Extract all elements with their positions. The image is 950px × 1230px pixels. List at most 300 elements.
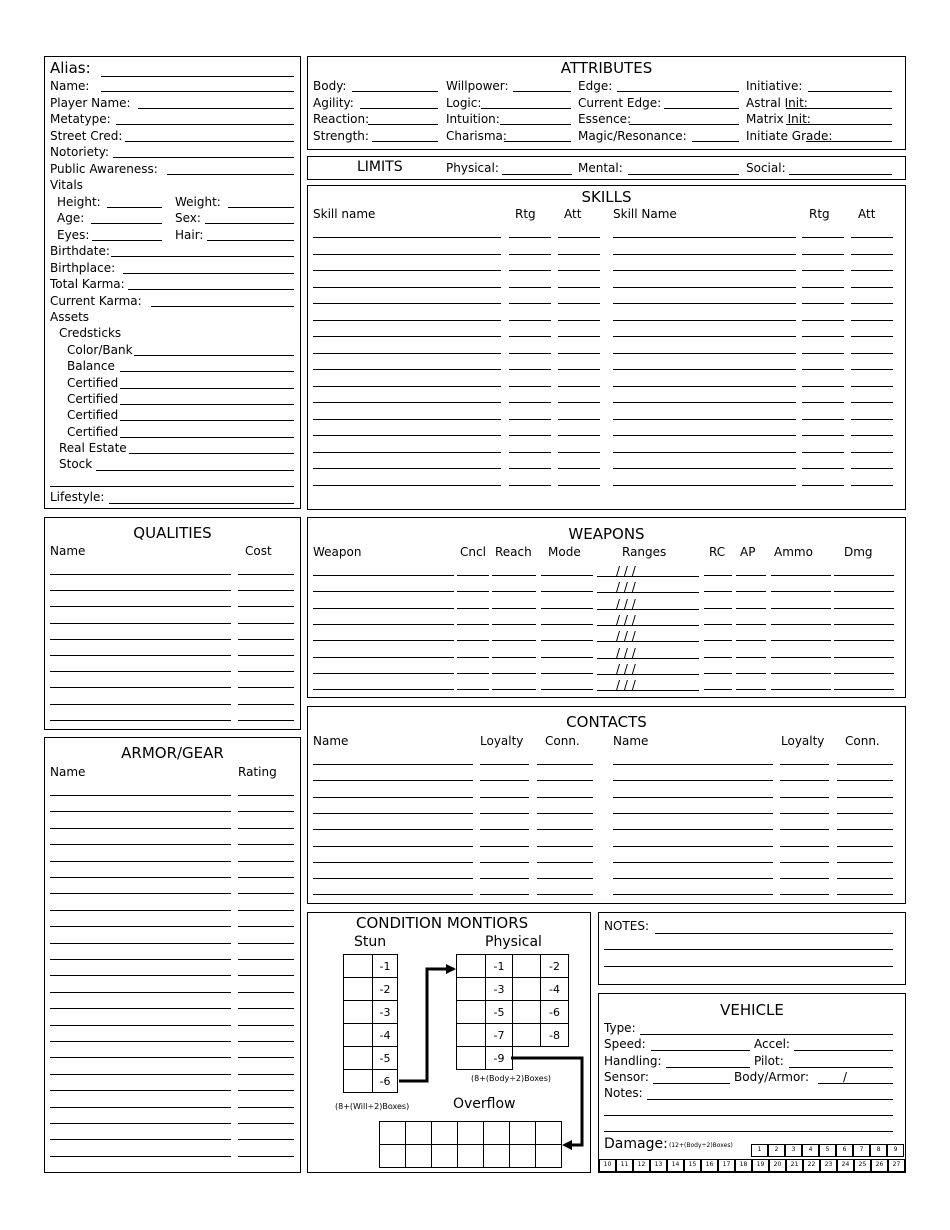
vehicle-notes-field-1[interactable] (647, 1099, 893, 1100)
contact-row-line[interactable] (837, 878, 893, 879)
height-field[interactable] (107, 207, 162, 208)
skill-row-line[interactable] (509, 452, 551, 453)
skill-row-line[interactable] (851, 353, 893, 354)
weapon-row-line[interactable] (541, 608, 593, 609)
skill-row-line[interactable] (802, 237, 844, 238)
skill-row-line[interactable] (558, 254, 600, 255)
skill-row-line[interactable] (509, 237, 551, 238)
armor-rating-line[interactable] (238, 975, 294, 976)
quality-name-line[interactable] (50, 655, 231, 656)
skill-row-line[interactable] (509, 386, 551, 387)
skill-row-line[interactable] (613, 320, 796, 321)
vehicle-damage-box[interactable]: 13 (650, 1159, 667, 1172)
skill-row-line[interactable] (558, 419, 600, 420)
armor-name-line[interactable] (50, 1008, 231, 1009)
weapon-row-line[interactable] (541, 591, 593, 592)
contact-row-line[interactable] (780, 829, 829, 830)
weapon-row-line[interactable] (313, 657, 454, 658)
skill-row-line[interactable] (313, 419, 501, 420)
quality-name-line[interactable] (50, 704, 231, 705)
weapon-row-line[interactable] (541, 575, 593, 576)
skill-row-line[interactable] (313, 303, 501, 304)
armor-rating-line[interactable] (238, 1074, 294, 1075)
weapon-row-line[interactable] (457, 640, 489, 641)
contact-row-line[interactable] (313, 813, 473, 814)
skill-row-line[interactable] (613, 270, 796, 271)
skill-row-line[interactable] (613, 419, 796, 420)
weapon-row-line[interactable] (704, 689, 732, 690)
skill-row-line[interactable] (802, 435, 844, 436)
contact-row-line[interactable] (837, 813, 893, 814)
skill-row-line[interactable] (613, 287, 796, 288)
vehicle-damage-box[interactable]: 25 (854, 1159, 871, 1172)
mental-limit-field[interactable] (628, 174, 739, 175)
contact-row-line[interactable] (613, 862, 773, 863)
weapon-row-line[interactable] (736, 624, 766, 625)
weapon-range-line[interactable] (597, 641, 699, 642)
weapon-row-line[interactable] (313, 640, 454, 641)
vehicle-damage-box[interactable]: 5 (819, 1144, 836, 1157)
armor-rating-line[interactable] (238, 795, 294, 796)
attribute-field[interactable] (504, 141, 571, 142)
skill-row-line[interactable] (851, 485, 893, 486)
attribute-field[interactable] (481, 108, 571, 109)
attribute-field[interactable] (360, 108, 438, 109)
armor-rating-line[interactable] (238, 1057, 294, 1058)
weapon-row-line[interactable] (834, 624, 894, 625)
weapon-row-line[interactable] (704, 657, 732, 658)
credstick-field-input[interactable] (120, 388, 294, 389)
armor-rating-line[interactable] (238, 1090, 294, 1091)
weapon-row-line[interactable] (492, 689, 536, 690)
vehicle-damage-box[interactable]: 1 (751, 1144, 768, 1157)
contact-row-line[interactable] (613, 780, 773, 781)
armor-name-line[interactable] (50, 910, 231, 911)
attribute-field[interactable] (808, 91, 892, 92)
skill-row-line[interactable] (851, 287, 893, 288)
weapon-row-line[interactable] (492, 575, 536, 576)
armor-rating-line[interactable] (238, 959, 294, 960)
weapon-row-line[interactable] (771, 640, 831, 641)
credstick-field-input[interactable] (134, 355, 294, 356)
skill-row-line[interactable] (851, 435, 893, 436)
armor-rating-line[interactable] (238, 1025, 294, 1026)
weapon-row-line[interactable] (834, 673, 894, 674)
contact-row-line[interactable] (313, 878, 473, 879)
personal-field-input[interactable] (125, 141, 294, 142)
skill-row-line[interactable] (802, 386, 844, 387)
armor-name-line[interactable] (50, 795, 231, 796)
vehicle-damage-box[interactable]: 4 (802, 1144, 819, 1157)
armor-name-line[interactable] (50, 877, 231, 878)
armor-rating-line[interactable] (238, 828, 294, 829)
quality-cost-line[interactable] (238, 704, 294, 705)
weapon-row-line[interactable] (541, 640, 593, 641)
contact-row-line[interactable] (313, 797, 473, 798)
credstick-field-input[interactable] (120, 420, 294, 421)
vehicle-damage-box[interactable]: 10 (599, 1159, 616, 1172)
weapon-range-line[interactable] (597, 690, 699, 691)
weapon-row-line[interactable] (771, 657, 831, 658)
quality-cost-line[interactable] (238, 720, 294, 721)
skill-row-line[interactable] (313, 270, 501, 271)
hair-field[interactable] (207, 240, 294, 241)
skill-row-line[interactable] (851, 336, 893, 337)
contact-row-line[interactable] (613, 829, 773, 830)
quality-cost-line[interactable] (238, 687, 294, 688)
weapon-row-line[interactable] (313, 673, 454, 674)
pilot-field[interactable] (789, 1067, 893, 1068)
skill-row-line[interactable] (509, 353, 551, 354)
contact-row-line[interactable] (313, 764, 473, 765)
attribute-field[interactable] (368, 124, 438, 125)
weapon-row-line[interactable] (771, 673, 831, 674)
attribute-field[interactable] (692, 141, 739, 142)
weapon-row-line[interactable] (834, 608, 894, 609)
attribute-field[interactable] (786, 124, 892, 125)
skill-row-line[interactable] (558, 303, 600, 304)
contact-row-line[interactable] (780, 780, 829, 781)
contact-row-line[interactable] (613, 764, 773, 765)
skill-row-line[interactable] (851, 386, 893, 387)
contact-row-line[interactable] (480, 846, 529, 847)
armor-rating-line[interactable] (238, 811, 294, 812)
weapon-row-line[interactable] (771, 591, 831, 592)
contact-row-line[interactable] (837, 764, 893, 765)
armor-name-line[interactable] (50, 1025, 231, 1026)
vehicle-damage-box[interactable]: 14 (667, 1159, 684, 1172)
vehicle-damage-box[interactable]: 3 (785, 1144, 802, 1157)
armor-rating-line[interactable] (238, 943, 294, 944)
quality-cost-line[interactable] (238, 590, 294, 591)
skill-row-line[interactable] (851, 237, 893, 238)
weapon-row-line[interactable] (834, 640, 894, 641)
vehicle-damage-box[interactable]: 27 (888, 1159, 905, 1172)
weapon-row-line[interactable] (313, 591, 454, 592)
contact-row-line[interactable] (480, 862, 529, 863)
vehicle-damage-box[interactable]: 12 (633, 1159, 650, 1172)
contact-row-line[interactable] (313, 894, 473, 895)
armor-rating-line[interactable] (238, 1139, 294, 1140)
skill-row-line[interactable] (313, 254, 501, 255)
armor-name-line[interactable] (50, 1074, 231, 1075)
quality-name-line[interactable] (50, 671, 231, 672)
skill-row-line[interactable] (802, 468, 844, 469)
weapon-row-line[interactable] (457, 624, 489, 625)
skill-row-line[interactable] (313, 237, 501, 238)
contact-row-line[interactable] (537, 780, 593, 781)
quality-name-line[interactable] (50, 687, 231, 688)
contact-row-line[interactable] (313, 780, 473, 781)
skill-row-line[interactable] (509, 254, 551, 255)
weapon-row-line[interactable] (771, 575, 831, 576)
skill-row-line[interactable] (802, 287, 844, 288)
personal-field-input[interactable] (138, 108, 294, 109)
skill-row-line[interactable] (509, 287, 551, 288)
vehicle-damage-box[interactable]: 22 (803, 1159, 820, 1172)
stock-field-2[interactable] (50, 486, 294, 487)
weapon-row-line[interactable] (457, 689, 489, 690)
skill-row-line[interactable] (313, 320, 501, 321)
armor-rating-line[interactable] (238, 1156, 294, 1157)
stock-field[interactable] (96, 470, 294, 471)
armor-name-line[interactable] (50, 1090, 231, 1091)
weapon-row-line[interactable] (541, 657, 593, 658)
contact-row-line[interactable] (837, 862, 893, 863)
credstick-field-input[interactable] (120, 404, 294, 405)
weapon-row-line[interactable] (834, 657, 894, 658)
skill-row-line[interactable] (802, 336, 844, 337)
notes-line-1[interactable] (655, 933, 893, 934)
weapon-row-line[interactable] (541, 624, 593, 625)
weapon-row-line[interactable] (457, 673, 489, 674)
real-estate-field[interactable] (129, 453, 294, 454)
weapon-row-line[interactable] (704, 591, 732, 592)
weapon-row-line[interactable] (541, 673, 593, 674)
skill-row-line[interactable] (558, 452, 600, 453)
skill-row-line[interactable] (613, 353, 796, 354)
skill-row-line[interactable] (558, 237, 600, 238)
armor-name-line[interactable] (50, 828, 231, 829)
sex-field[interactable] (205, 223, 294, 224)
contact-row-line[interactable] (537, 862, 593, 863)
armor-rating-line[interactable] (238, 1123, 294, 1124)
credstick-field-input[interactable] (120, 371, 294, 372)
contact-row-line[interactable] (613, 813, 773, 814)
body-armor-field[interactable] (818, 1083, 893, 1084)
skill-row-line[interactable] (313, 485, 501, 486)
skill-row-line[interactable] (509, 419, 551, 420)
quality-cost-line[interactable] (238, 639, 294, 640)
accel-field[interactable] (794, 1050, 893, 1051)
vehicle-damage-box[interactable]: 21 (786, 1159, 803, 1172)
vehicle-damage-box[interactable]: 24 (837, 1159, 854, 1172)
skill-row-line[interactable] (613, 402, 796, 403)
weapon-row-line[interactable] (492, 624, 536, 625)
vehicle-damage-box[interactable]: 19 (752, 1159, 769, 1172)
skill-row-line[interactable] (558, 485, 600, 486)
skill-row-line[interactable] (802, 369, 844, 370)
skill-row-line[interactable] (558, 287, 600, 288)
contact-row-line[interactable] (837, 797, 893, 798)
contact-row-line[interactable] (780, 878, 829, 879)
skill-row-line[interactable] (558, 353, 600, 354)
skill-row-line[interactable] (313, 468, 501, 469)
weapon-row-line[interactable] (704, 673, 732, 674)
personal-field-input[interactable] (123, 273, 294, 274)
vehicle-damage-box[interactable]: 9 (887, 1144, 904, 1157)
weapon-range-line[interactable] (597, 674, 699, 675)
skill-row-line[interactable] (802, 402, 844, 403)
skill-row-line[interactable] (558, 336, 600, 337)
personal-field-input[interactable] (128, 289, 294, 290)
contact-row-line[interactable] (613, 878, 773, 879)
weapon-row-line[interactable] (704, 608, 732, 609)
weight-field[interactable] (228, 207, 294, 208)
attribute-field[interactable] (513, 91, 571, 92)
skill-row-line[interactable] (613, 303, 796, 304)
quality-name-line[interactable] (50, 590, 231, 591)
weapon-row-line[interactable] (704, 624, 732, 625)
skill-row-line[interactable] (558, 369, 600, 370)
contact-row-line[interactable] (480, 797, 529, 798)
armor-name-line[interactable] (50, 975, 231, 976)
notes-line-3[interactable] (604, 966, 893, 967)
contact-row-line[interactable] (837, 846, 893, 847)
skill-row-line[interactable] (558, 320, 600, 321)
attribute-field[interactable] (372, 141, 438, 142)
skill-row-line[interactable] (802, 303, 844, 304)
skill-row-line[interactable] (851, 369, 893, 370)
contact-row-line[interactable] (537, 846, 593, 847)
quality-cost-line[interactable] (238, 671, 294, 672)
contact-row-line[interactable] (537, 878, 593, 879)
contact-row-line[interactable] (480, 829, 529, 830)
personal-field-input[interactable] (101, 91, 294, 92)
weapon-row-line[interactable] (771, 608, 831, 609)
weapon-row-line[interactable] (457, 608, 489, 609)
sensor-field[interactable] (653, 1083, 730, 1084)
weapon-row-line[interactable] (704, 640, 732, 641)
contact-row-line[interactable] (780, 862, 829, 863)
contact-row-line[interactable] (480, 780, 529, 781)
personal-field-input[interactable] (113, 157, 294, 158)
contact-row-line[interactable] (313, 862, 473, 863)
armor-name-line[interactable] (50, 992, 231, 993)
weapon-row-line[interactable] (834, 591, 894, 592)
weapon-row-line[interactable] (457, 591, 489, 592)
skill-row-line[interactable] (851, 419, 893, 420)
skill-row-line[interactable] (558, 270, 600, 271)
skill-row-line[interactable] (613, 254, 796, 255)
personal-field-input[interactable] (167, 174, 294, 175)
contact-row-line[interactable] (837, 894, 893, 895)
skill-row-line[interactable] (509, 435, 551, 436)
weapon-row-line[interactable] (771, 624, 831, 625)
attribute-field[interactable] (629, 124, 739, 125)
armor-name-line[interactable] (50, 1123, 231, 1124)
weapon-row-line[interactable] (704, 575, 732, 576)
physical-limit-field[interactable] (502, 174, 572, 175)
skill-row-line[interactable] (558, 386, 600, 387)
weapon-range-line[interactable] (597, 609, 699, 610)
quality-cost-line[interactable] (238, 606, 294, 607)
contact-row-line[interactable] (480, 894, 529, 895)
weapon-range-line[interactable] (597, 576, 699, 577)
skill-row-line[interactable] (613, 452, 796, 453)
vehicle-damage-box[interactable]: 15 (684, 1159, 701, 1172)
armor-name-line[interactable] (50, 1107, 231, 1108)
weapon-row-line[interactable] (313, 624, 454, 625)
weapon-row-line[interactable] (457, 657, 489, 658)
weapon-row-line[interactable] (492, 640, 536, 641)
skill-row-line[interactable] (313, 452, 501, 453)
skill-row-line[interactable] (613, 336, 796, 337)
armor-rating-line[interactable] (238, 926, 294, 927)
weapon-row-line[interactable] (736, 575, 766, 576)
armor-name-line[interactable] (50, 811, 231, 812)
contact-row-line[interactable] (613, 846, 773, 847)
quality-name-line[interactable] (50, 639, 231, 640)
contact-row-line[interactable] (837, 780, 893, 781)
quality-name-line[interactable] (50, 606, 231, 607)
skill-row-line[interactable] (509, 303, 551, 304)
vehicle-notes-field-2[interactable] (604, 1115, 893, 1116)
skill-row-line[interactable] (851, 320, 893, 321)
skill-row-line[interactable] (802, 320, 844, 321)
skill-row-line[interactable] (558, 402, 600, 403)
vehicle-damage-box[interactable]: 16 (701, 1159, 718, 1172)
armor-rating-line[interactable] (238, 844, 294, 845)
weapon-row-line[interactable] (313, 575, 454, 576)
skill-row-line[interactable] (509, 320, 551, 321)
weapon-row-line[interactable] (771, 689, 831, 690)
speed-field[interactable] (651, 1050, 750, 1051)
attribute-field[interactable] (806, 141, 892, 142)
skill-row-line[interactable] (851, 452, 893, 453)
contact-row-line[interactable] (313, 829, 473, 830)
quality-name-line[interactable] (50, 623, 231, 624)
personal-field-input[interactable] (151, 306, 294, 307)
quality-cost-line[interactable] (238, 623, 294, 624)
weapon-row-line[interactable] (736, 689, 766, 690)
quality-name-line[interactable] (50, 574, 231, 575)
contact-row-line[interactable] (537, 813, 593, 814)
skill-row-line[interactable] (558, 435, 600, 436)
contact-row-line[interactable] (613, 797, 773, 798)
skill-row-line[interactable] (613, 369, 796, 370)
weapon-range-line[interactable] (597, 658, 699, 659)
armor-name-line[interactable] (50, 959, 231, 960)
eyes-field[interactable] (92, 240, 162, 241)
skill-row-line[interactable] (313, 336, 501, 337)
weapon-row-line[interactable] (736, 657, 766, 658)
weapon-row-line[interactable] (736, 608, 766, 609)
contact-row-line[interactable] (537, 797, 593, 798)
contact-row-line[interactable] (780, 813, 829, 814)
skill-row-line[interactable] (509, 402, 551, 403)
weapon-row-line[interactable] (492, 657, 536, 658)
armor-name-line[interactable] (50, 844, 231, 845)
weapon-row-line[interactable] (492, 608, 536, 609)
skill-row-line[interactable] (509, 369, 551, 370)
type-field[interactable] (640, 1034, 893, 1035)
lifestyle-field[interactable] (109, 503, 294, 504)
quality-name-line[interactable] (50, 720, 231, 721)
age-field[interactable] (91, 223, 162, 224)
weapon-row-line[interactable] (313, 689, 454, 690)
armor-name-line[interactable] (50, 893, 231, 894)
skill-row-line[interactable] (851, 254, 893, 255)
weapon-row-line[interactable] (834, 689, 894, 690)
weapon-row-line[interactable] (541, 689, 593, 690)
skill-row-line[interactable] (802, 254, 844, 255)
armor-rating-line[interactable] (238, 877, 294, 878)
armor-rating-line[interactable] (238, 1008, 294, 1009)
attribute-field[interactable] (664, 108, 739, 109)
contact-row-line[interactable] (480, 764, 529, 765)
skill-row-line[interactable] (802, 485, 844, 486)
vehicle-damage-box[interactable]: 23 (820, 1159, 837, 1172)
armor-rating-line[interactable] (238, 1107, 294, 1108)
armor-rating-line[interactable] (238, 893, 294, 894)
notes-line-2[interactable] (604, 949, 893, 950)
weapon-range-line[interactable] (597, 625, 699, 626)
skill-row-line[interactable] (509, 270, 551, 271)
vehicle-damage-box[interactable]: 6 (836, 1144, 853, 1157)
skill-row-line[interactable] (802, 419, 844, 420)
vehicle-damage-box[interactable]: 7 (853, 1144, 870, 1157)
